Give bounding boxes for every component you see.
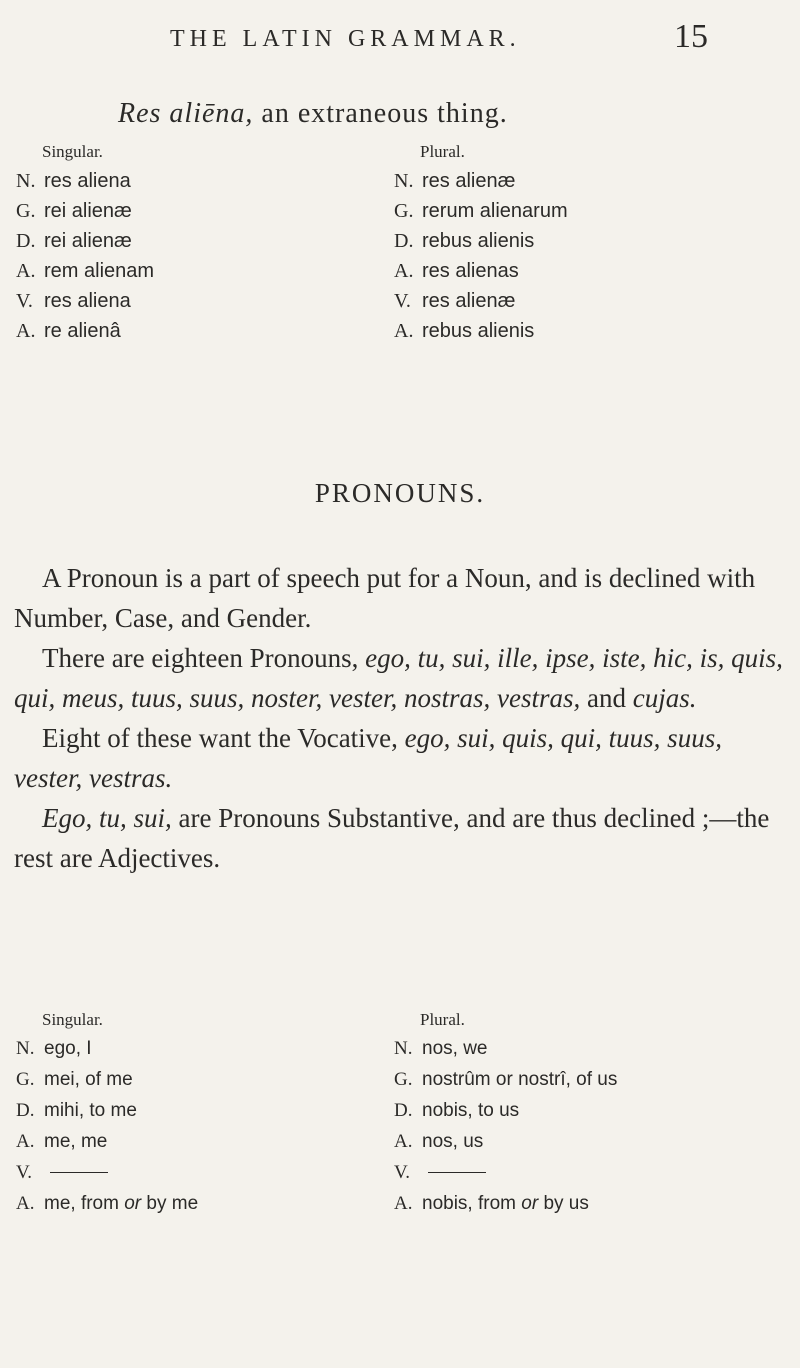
case-label: G. bbox=[394, 1069, 413, 1090]
pronouns-heading: PRONOUNS. bbox=[314, 478, 486, 508]
case-label: V. bbox=[394, 1162, 411, 1183]
running-title: THE LATIN GRAMMAR. bbox=[170, 26, 521, 52]
case-label: V. bbox=[16, 1162, 33, 1183]
declined-form: mei, of me bbox=[44, 1069, 133, 1090]
case-label: V. bbox=[394, 290, 411, 312]
declension-row bbox=[16, 1131, 198, 1162]
declension-row bbox=[394, 1100, 617, 1131]
page-number: 15 bbox=[674, 18, 708, 55]
pronoun-list: cujas. bbox=[632, 683, 697, 713]
singular-label: Singular. bbox=[42, 142, 103, 161]
declined-form: rerum alienarum bbox=[422, 200, 568, 222]
case-label: A. bbox=[394, 320, 414, 342]
declined-form: nobis, from bbox=[422, 1193, 522, 1214]
declension-row bbox=[16, 290, 154, 320]
declension-row bbox=[394, 1193, 617, 1224]
declension-row bbox=[394, 1038, 617, 1069]
declined-form: re alienâ bbox=[44, 320, 121, 342]
paragraph-text: Eight of these want the Vocative, bbox=[42, 723, 405, 753]
declined-form: me, me bbox=[44, 1131, 108, 1152]
case-label: G. bbox=[16, 200, 36, 222]
declined-form: nos, us bbox=[422, 1131, 484, 1152]
declension-row bbox=[16, 1069, 198, 1100]
plural-label: Plural. bbox=[420, 1010, 465, 1029]
declension-row bbox=[394, 1162, 617, 1193]
blank-vocative-line bbox=[428, 1172, 486, 1173]
case-label: D. bbox=[16, 1100, 35, 1121]
declined-form: rei alienæ bbox=[44, 200, 132, 222]
declension-row bbox=[16, 230, 154, 260]
paragraph-text: are Pronouns Substantive, and are thus declined ;—the rest are Adjectives. bbox=[14, 803, 770, 873]
res-aliena-title bbox=[118, 98, 758, 130]
res-aliena-title-latin: Res aliēna, bbox=[118, 98, 254, 129]
declension-row bbox=[16, 1162, 198, 1193]
eighteen-pronouns-paragraph bbox=[14, 638, 784, 718]
case-label: A. bbox=[394, 1131, 413, 1152]
case-label: D. bbox=[394, 1100, 413, 1121]
case-label: A. bbox=[394, 1193, 413, 1214]
declension-row bbox=[394, 1131, 617, 1162]
declined-form-or: or bbox=[521, 1193, 539, 1214]
declension-row bbox=[394, 320, 568, 350]
paragraph-text: and bbox=[580, 683, 633, 713]
declension-row bbox=[16, 1100, 198, 1131]
declension-row bbox=[394, 230, 568, 260]
declined-form: me, from bbox=[44, 1193, 125, 1214]
declension-row bbox=[16, 1193, 198, 1224]
pronoun-list: ego, tu, sui, ille, ipse, iste, hic, is, quis, qui, meus, tuus, suus, noster, vester, nostras, vestras, bbox=[14, 643, 783, 713]
case-label: N. bbox=[16, 170, 36, 192]
substantive-paragraph bbox=[14, 798, 784, 878]
case-label: G. bbox=[394, 200, 414, 222]
res-aliena-declension bbox=[16, 142, 776, 382]
paragraph-text: There are eighteen Pronouns, bbox=[42, 643, 366, 673]
case-label: V. bbox=[16, 290, 33, 312]
declension-row bbox=[394, 260, 568, 290]
case-label: N. bbox=[16, 1038, 35, 1059]
res-aliena-singular-column bbox=[16, 142, 154, 350]
declined-form: ego, I bbox=[44, 1038, 92, 1059]
declined-form: rebus alienis bbox=[422, 320, 535, 342]
declension-row bbox=[16, 260, 154, 290]
declined-form: res alienæ bbox=[422, 170, 516, 192]
declined-form: res aliena bbox=[44, 290, 131, 312]
declined-form: res alienæ bbox=[422, 290, 516, 312]
case-label: N. bbox=[394, 170, 414, 192]
declined-form-or: or bbox=[124, 1193, 142, 1214]
singular-label: Singular. bbox=[42, 1010, 103, 1029]
case-label: A. bbox=[16, 260, 36, 282]
declension-row bbox=[394, 170, 568, 200]
vocative-paragraph bbox=[14, 718, 784, 798]
declined-form: nobis, to us bbox=[422, 1100, 520, 1121]
case-label: D. bbox=[16, 230, 36, 252]
declension-row bbox=[394, 1069, 617, 1100]
declension-row bbox=[16, 1038, 198, 1069]
plural-label: Plural. bbox=[420, 142, 465, 161]
case-label: D. bbox=[394, 230, 414, 252]
declined-form: nos, we bbox=[422, 1038, 488, 1059]
pronouns-body bbox=[14, 558, 784, 878]
pronoun-list: Ego, tu, sui, bbox=[42, 803, 172, 833]
declined-form: by us bbox=[538, 1193, 589, 1214]
case-label: A. bbox=[16, 1131, 35, 1152]
declined-form: res alienas bbox=[422, 260, 519, 282]
case-label: N. bbox=[394, 1038, 413, 1059]
ego-singular-column bbox=[16, 1010, 198, 1224]
declension-row bbox=[16, 170, 154, 200]
res-aliena-plural-column bbox=[394, 142, 568, 350]
declined-form: nostrûm or nostrî, of us bbox=[422, 1069, 618, 1090]
case-label: A. bbox=[16, 1193, 35, 1214]
declension-row bbox=[394, 290, 568, 320]
declension-row bbox=[16, 200, 154, 230]
declined-form: rem alienam bbox=[44, 260, 155, 282]
declined-form: rei alienæ bbox=[44, 230, 132, 252]
declension-row bbox=[16, 320, 154, 350]
declined-form: by me bbox=[141, 1193, 199, 1214]
declension-row bbox=[394, 200, 568, 230]
ego-declension bbox=[16, 1010, 776, 1320]
blank-vocative-line bbox=[50, 1172, 108, 1173]
declined-form: res aliena bbox=[44, 170, 131, 192]
case-label: G. bbox=[16, 1069, 35, 1090]
case-label: A. bbox=[394, 260, 414, 282]
res-aliena-title-gloss: an extraneous thing. bbox=[253, 98, 508, 129]
ego-plural-column bbox=[394, 1010, 617, 1224]
declined-form: rebus alienis bbox=[422, 230, 535, 252]
pronoun-list: ego, sui, quis, qui, tuus, suus, vester, vestras. bbox=[14, 723, 722, 793]
case-label: A. bbox=[16, 320, 36, 342]
declined-form: mihi, to me bbox=[44, 1100, 137, 1121]
pronoun-definition-paragraph: A Pronoun is a part of speech put for a Noun, and is declined with Number, Case, and Gender. bbox=[14, 563, 756, 633]
